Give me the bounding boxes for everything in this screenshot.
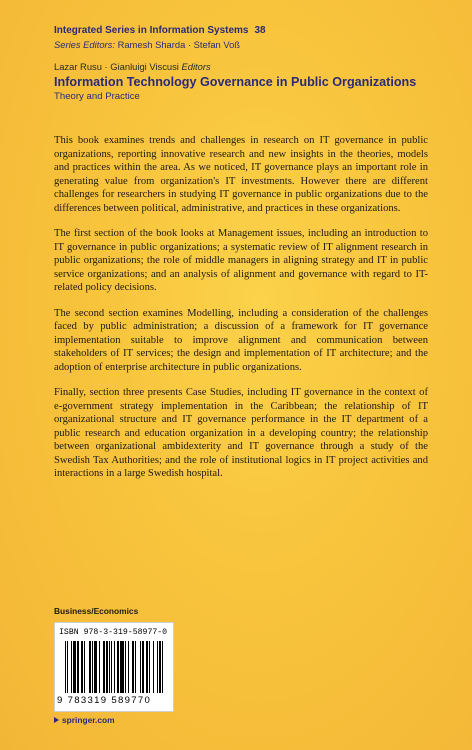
- series-number: 38: [254, 25, 266, 36]
- series-editors: [54, 39, 454, 51]
- barcode-box: [54, 622, 174, 712]
- series-editors-names: Ramesh Sharda · Stefan Voß: [117, 39, 241, 50]
- series-title: [54, 24, 454, 37]
- publisher-url: springer.com: [62, 715, 115, 725]
- blurb: [54, 134, 428, 493]
- publisher-link[interactable]: [54, 715, 115, 725]
- series-editors-label: Series Editors:: [54, 39, 115, 50]
- barcode-digits: 9 783319 589770: [57, 695, 152, 706]
- isbn-label: ISBN 978-3-319-58977-0: [59, 628, 168, 637]
- book-title: Information Technology Governance in Public Organizations: [54, 75, 417, 89]
- blurb-paragraph: Finally, section three presents Case Studies, including IT governance in the context of e-government strategy implementation in the Caribbean; the relationship of IT organizational structure and IT governance performance in the IT department of a public research and education organization in a developing country; the relationship between organizational ambidexterity and IT governance through a study of the Swedish Tax Authorities; and the role of institutional logics in IT project activities and interactions in a large Swedish hospital.: [54, 387, 428, 479]
- barcode-bar: [163, 641, 164, 693]
- barcode-bars: [65, 641, 165, 693]
- series-name: Integrated Series in Information Systems: [54, 25, 249, 36]
- arrow-right-icon: [54, 717, 59, 723]
- blurb-paragraph: The first section of the book looks at Management issues, including an introduction to IT governance in public organizations; a systematic review of IT alignment research in public organizations; the role of middle managers in aligning strategy and IT in public service organizations; and an analysis of alignment and governance with regard to IT-related policy decisions.: [54, 228, 428, 293]
- book-editors: [54, 61, 454, 73]
- book-subtitle: Theory and Practice: [54, 91, 140, 102]
- blurb-paragraph: This book examines trends and challenges in research on IT governance in public organizations, reporting innovative research and new insights in the theories, models and practices within the area. As we noticed, IT governance plays an important role in generating value from organization's IT investments. However there are different challenges for researchers in studying IT governance in public organizations due to the differences between political, administrative, and practices in these organizations.: [54, 135, 428, 214]
- cover-header: [54, 24, 454, 103]
- book-editors-names: Lazar Rusu · Gianluigi Viscusi: [54, 61, 179, 72]
- subject-category: Business/Economics: [54, 606, 139, 616]
- book-editors-role: Editors: [181, 61, 211, 72]
- blurb-paragraph: The second section examines Modelling, including a consideration of the challenges faced by public administration; a discussion of a framework for IT governance implementation suitable to improve alignment and communication between stakeholders of IT services; the design and implementation of IT architecture; and the adoption of enterprise architecture in public organizations.: [54, 307, 428, 373]
